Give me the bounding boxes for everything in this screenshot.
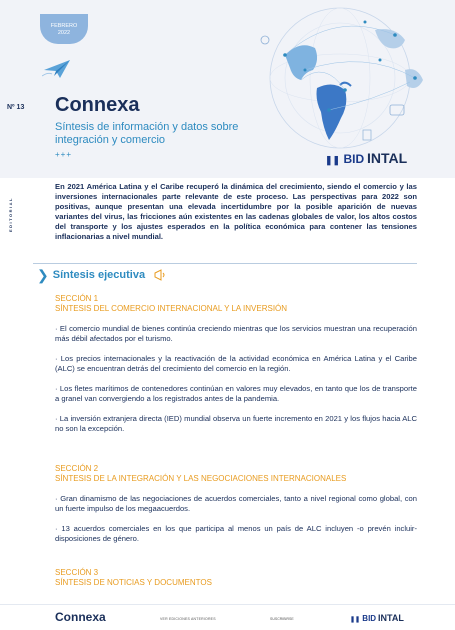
section-2-bullet: · 13 acuerdos comerciales en los que participa al menos un país de ALC incluyen -o prevén incluir- disposiciones de género. — [55, 524, 417, 543]
section-1 — [55, 293, 417, 434]
date-year: 2022 — [57, 30, 71, 36]
footer-bar — [0, 604, 455, 630]
editorial-label-text: EDITORIAL — [8, 197, 13, 232]
paper-plane-icon — [42, 58, 72, 80]
decorative-plus: +++ — [55, 150, 73, 159]
publication-title: Connexa — [55, 94, 140, 116]
footer-bid-logo-icon: ❚❚ — [350, 617, 361, 623]
editorial-text: En 2021 América Latina y el Caribe recuperó la dinámica del crecimiento, siendo el comercio y las inversiones internacionales parte relevante de este proceso. Las perspectivas para 2022 son positivas, aunque presentan una elevada incertidumbre por la posible aparición de nuevas variantes del virus, las fricciones aún existentes en las cadenas globales de valor, los altos costos del transporte y los ajustes esperados en la política económica para contener las tensiones inflacionarias a nivel mundial. — [55, 182, 417, 241]
date-month: FEBRERO — [50, 23, 78, 29]
section-1-number: SECCIÓN 1 — [55, 294, 99, 303]
footer-bid-logo-text: BID — [362, 614, 377, 623]
section-3-title: SÍNTESIS DE NOTICIAS Y DOCUMENTOS — [55, 578, 212, 587]
subscribe-link[interactable]: SUSCRIBIRSE — [270, 617, 294, 621]
summary-heading-label: Síntesis ejecutiva — [52, 269, 146, 281]
chevron-right-icon: ❯ — [37, 267, 49, 283]
publication-subtitle: Síntesis de información y datos sobre integración y comercio — [55, 121, 239, 146]
section-3 — [55, 567, 417, 588]
previous-editions-link[interactable]: VER EDICIONES ANTERIORES — [160, 617, 216, 621]
section-2 — [55, 463, 417, 544]
section-3-number: SECCIÓN 3 — [55, 568, 99, 577]
footer-connexa-logo[interactable]: Connexa — [55, 610, 106, 624]
section-divider — [33, 263, 417, 264]
section-1-bullet: · El comercio mundial de bienes continúa creciendo mientras que los servicios muestran una recuperación más débil afectados por el turismo. — [55, 324, 417, 343]
section-2-number: SECCIÓN 2 — [55, 464, 99, 473]
date-badge — [40, 14, 88, 44]
section-1-bullet: · Los fletes marítimos de contenedores continúan en valores muy elevados, en tanto que los de transporte a granel van convergiendo a los registrados antes de la pandemia. — [55, 384, 417, 403]
issue-number: Nº 13 — [7, 104, 25, 111]
bid-logo-text: BID — [343, 152, 365, 166]
footer-intal-logo: INTAL — [378, 613, 404, 623]
section-1-bullet: · La inversión extranjera directa (IED) mundial observa un fuerte incremento en 2021 y los flujos hacia ALC no son la excepción. — [55, 414, 417, 433]
footer-bid-logo — [350, 614, 376, 623]
summary-heading — [37, 268, 167, 282]
section-2-bullet: · Gran dinamismo de las negociaciones de acuerdos comerciales, tanto a nivel regional como global, con un fuerte impulso de los megaacuerdos. — [55, 494, 417, 513]
bid-logo — [325, 152, 364, 166]
section-2-title: SÍNTESIS DE LA INTEGRACIÓN Y LAS NEGOCIACIONES INTERNACIONALES — [55, 474, 347, 483]
megaphone-icon — [153, 269, 167, 281]
header-banner — [0, 0, 455, 178]
section-1-bullet: · Los precios internacionales y la reactivación de la actividad económica en América Latina y el Caribe (ALC) se encuentran detrás del crecimiento del comercio en la región. — [55, 354, 417, 373]
section-1-title: SÍNTESIS DEL COMERCIO INTERNACIONAL Y LA INVERSIÓN — [55, 304, 288, 313]
globe-network-illustration — [245, 0, 455, 150]
bid-logo-icon: ❚❚ — [325, 155, 341, 165]
editorial-side-label — [8, 190, 18, 240]
intal-logo: INTAL — [367, 150, 408, 166]
